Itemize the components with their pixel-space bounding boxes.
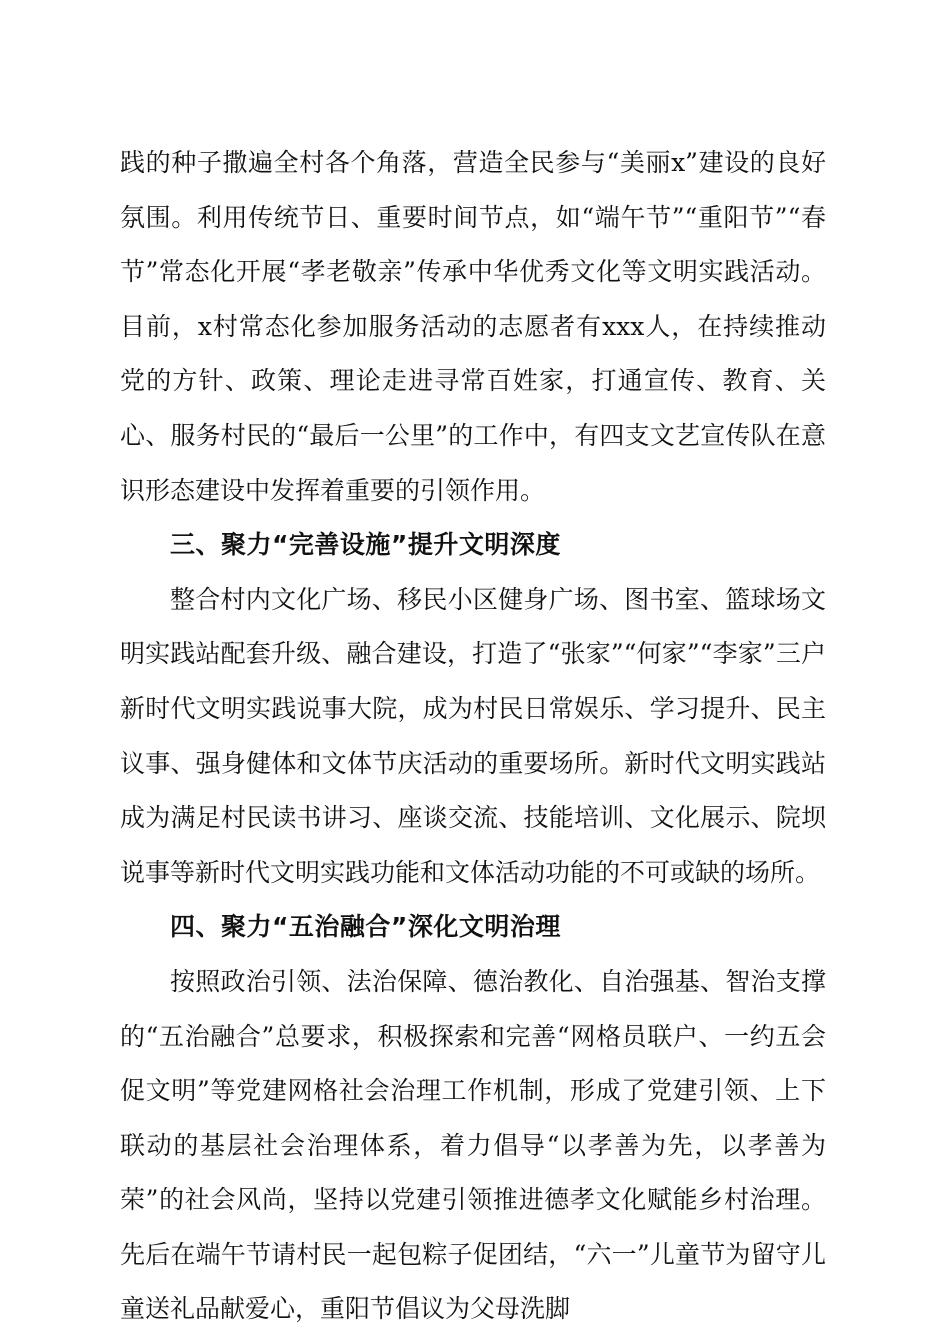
section-heading-3: 三、聚力“完善设施”提升文明深度 xyxy=(170,530,561,560)
paragraph-facilities: 整合村内文化广场、移民小区健身广场、图书室、篮球场文明实践站配套升级、融合建设，打造了“张家”“何家”“李家”三户新时代文明实践说事大院，成为村民日常娱乐、学习提升、民主议事、强身健体和文体节庆活动的重要场所。新时代文明实践站成为满足村民读书讲习、座谈交流、技能培训、文化展示、院坝说事等新时代文明实践功能和文体活动功能的不可或缺的场所。 xyxy=(120,584,826,887)
section-heading-4: 四、聚力“五治融合”深化文明治理 xyxy=(170,912,561,942)
paragraph-continued: 践的种子撒遍全村各个角落，营造全民参与“美丽x”建设的良好氛围。利用传统节日、重要时间节点，如“端午节”“重阳节”“春节”常态化开展“孝老敬亲”传承中华优秀文化等文明实践活动。目前，x村常态化参加服务活动的志愿者有xxx人，在持续推动党的方针、政策、理论走进寻常百姓家，打通宣传、教育、关心、服务村民的“最后一公里”的工作中，有四支文艺宣传队在意识形态建设中发挥着重要的引领作用。 xyxy=(120,148,826,505)
paragraph-governance: 按照政治引领、法治保障、德治教化、自治强基、智治支撑的“五治融合”总要求，积极探索和完善“网格员联户、一约五会促文明”等党建网格社会治理工作机制，形成了党建引领、上下联动的基层社会治理体系，着力倡导“以孝善为先，以孝善为荣”的社会风尚，坚持以党建引领推进德孝文化赋能乡村治理。先后在端午节请村民一起包粽子促团结，“六一”儿童节为留守儿童送礼品献爱心，重阳节倡议为父母洗脚 xyxy=(120,966,826,1324)
document-body xyxy=(120,136,826,1337)
